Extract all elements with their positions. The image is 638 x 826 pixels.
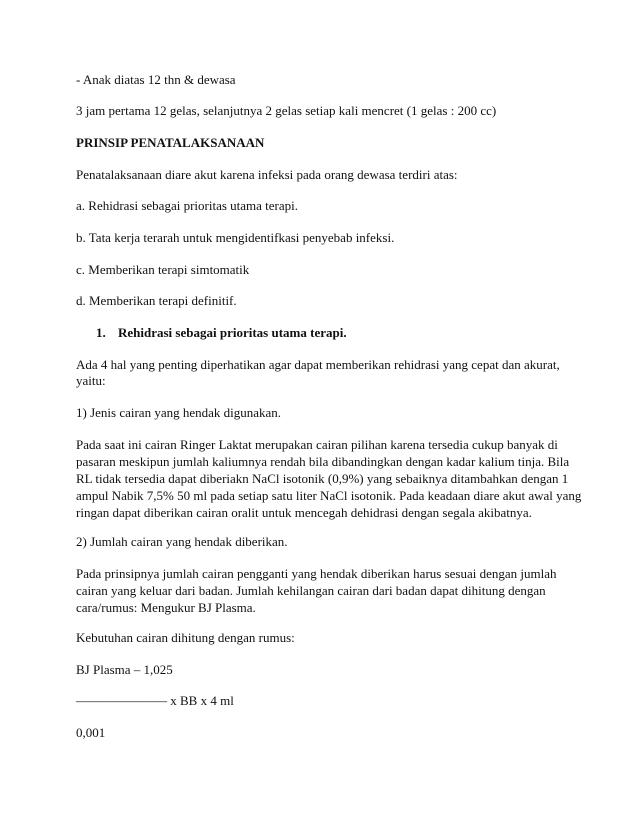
text-line: Penatalaksanaan diare akut karena infeksi pada orang dewasa terdiri atas: [76,167,458,182]
document-page [76,0,582,826]
formula-denominator: 0,001 [76,725,106,740]
formula-numerator: BJ Plasma – 1,025 [76,662,173,677]
paragraph-line: cairan yang keluar dari badan. Jumlah kehilangan cairan dari badan dapat dihitung dengan [76,583,546,598]
section-heading: PRINSIP PENATALAKSANAAN [76,135,265,150]
paragraph-line: yaitu: [76,373,106,388]
numbered-heading [96,325,347,341]
paragraph-line: Pada saat ini cairan Ringer Laktat merupakan cairan pilihan karena tersedia cukup banyak di [76,437,558,452]
list-item: c. Memberikan terapi simtomatik [76,262,250,277]
paragraph-line: ringan dapat diberikan cairan oralit untuk mencegah dehidrasi dengan segala akibatnya. [76,505,532,520]
numbered-heading-text: Rehidrasi sebagai prioritas utama terapi. [118,325,347,340]
formula-fraction-line: ——————— x BB x 4 ml [76,693,234,708]
text-line: 3 jam pertama 12 gelas, selanjutnya 2 gelas setiap kali mencret (1 gelas : 200 cc) [76,103,497,118]
paragraph-line: Pada prinsipnya jumlah cairan pengganti yang hendak diberikan harus sesuai dengan jumlah [76,566,557,581]
subpoint: 1) Jenis cairan yang hendak digunakan. [76,405,282,420]
paragraph-line: ampul Nabik 7,5% 50 ml pada setiap satu liter NaCl isotonik. Pada keadaan diare akut awal yang [76,488,582,503]
list-item: b. Tata kerja terarah untuk mengidentifkasi penyebab infeksi. [76,230,395,245]
subpoint: 2) Jumlah cairan yang hendak diberikan. [76,534,288,549]
text-line: - Anak diatas 12 thn & dewasa [76,72,236,87]
list-item: a. Rehidrasi sebagai prioritas utama terapi. [76,198,299,213]
paragraph-line: RL tidak tersedia dapat diberiakn NaCl isotonik (0,9%) yang sebaiknya ditambahkan dengan 1 [76,471,569,486]
paragraph-line: Ada 4 hal yang penting diperhatikan agar dapat memberikan rehidrasi yang cepat dan akurat, [76,357,560,372]
list-item: d. Memberikan terapi definitif. [76,293,237,308]
paragraph-line: pasaran meskipun jumlah kaliumnya rendah bila dibandingkan dengan kadar kalium tinja. Bila [76,454,570,469]
numbered-heading-number: 1. [96,325,106,340]
text-line: Kebutuhan cairan dihitung dengan rumus: [76,630,295,645]
paragraph-line: cara/rumus: Mengukur BJ Plasma. [76,600,256,615]
